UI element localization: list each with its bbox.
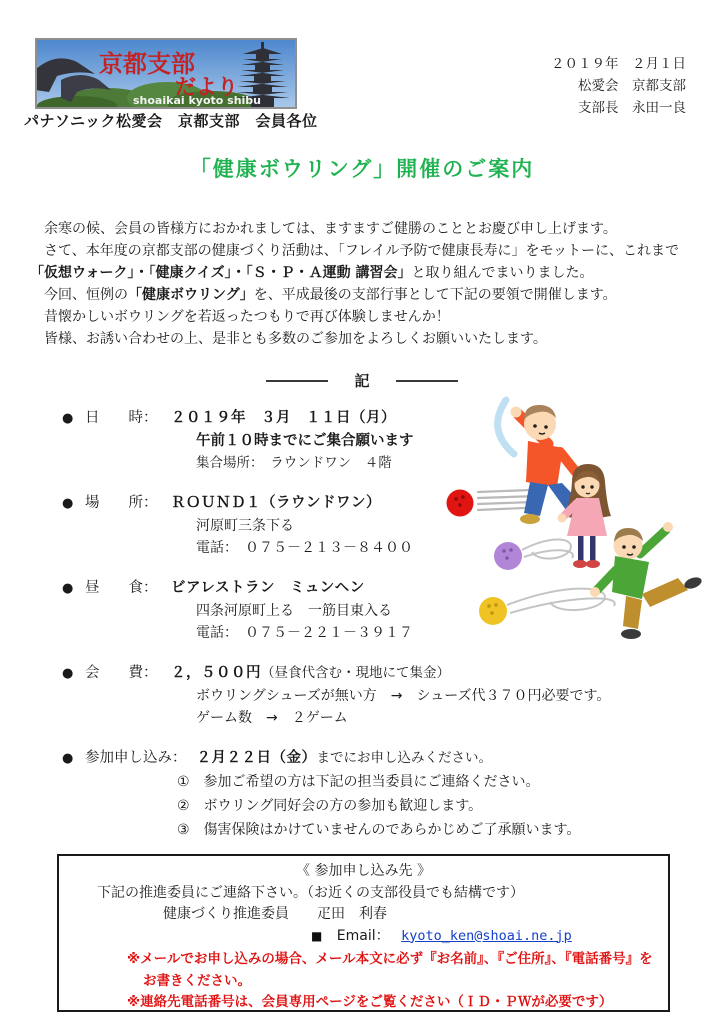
application-box-heading: 《 参加申し込み先 》 (296, 863, 431, 879)
intro-paragraphs (30, 218, 700, 350)
item-value-bold: ２，５００円 (171, 665, 261, 681)
bowler-boy (590, 522, 703, 639)
banner-title-bottom: だより (175, 75, 238, 99)
item-label: 日 時： (85, 410, 158, 426)
signup-step: ① 参加ご希望の方は下記の担当委員にご連絡ください。 (177, 774, 540, 790)
bullet-icon: ● (62, 751, 74, 766)
item-subline: 電話： ０７５－２２１－３９１７ (196, 625, 413, 641)
committee-member-line: 健康づくり推進委員 疋田 利春 (163, 906, 387, 922)
date-block (551, 53, 686, 119)
bullet-icon: ● (62, 496, 74, 511)
separator-label: 記 (354, 372, 370, 390)
intro-line-rest: と取り組んでまいりました。 (411, 265, 594, 281)
square-bullet-icon: ■ (311, 928, 323, 943)
item-subline: 集合場所： ラウンドワン ４階 (196, 455, 392, 471)
yellow-bowling-ball (479, 597, 507, 625)
intro-line: 余寒の候、会員の皆様方におかれましては、ますますご健勝のこととお慶び申し上げます。 (30, 221, 617, 237)
item-value: ２０１９年 ３月 １１日（月） (171, 410, 396, 426)
separator-dash (266, 380, 328, 382)
email-line (59, 926, 668, 948)
item-subline: 午前１０時までにご集合願います (196, 433, 414, 449)
purple-ball-motion-swirl (522, 539, 573, 558)
item-subline: ゲーム数 → ２ゲーム (196, 710, 348, 726)
item-subline: 電話： ０７５－２１３－８４００ (196, 540, 413, 556)
item-value: ＲＯＵＮＤ１（ラウンドワン） (171, 495, 381, 511)
mail-warning-note-cont: お書きください。 (143, 972, 251, 989)
phone-warning-note: ※連絡先電話番号は、会員専用ページをご覧ください（ＩＤ・ＰＷが必要です） (127, 994, 613, 1010)
banner-subtitle: shoaikai kyoto shibu (133, 94, 262, 107)
bowler-girl (558, 464, 612, 568)
issue-date: ２０１９年 ２月１日 (551, 56, 686, 72)
email-link[interactable]: kyoto_ken@shoai.ne.jp (401, 927, 572, 944)
item-value-rest: （昼食代含む・現地にて集金） (261, 665, 450, 681)
signup-step: ② ボウリング同好会の方の参加も歓迎します。 (177, 798, 483, 814)
intro-line (30, 284, 700, 306)
intro-line: さて、本年度の京都支部の健康づくり活動は、「フレイル予防で健康長寿に」をモットーに、これまで (30, 243, 680, 259)
purple-bowling-ball (494, 542, 522, 570)
bullet-icon: ● (62, 411, 74, 426)
branch-chief: 支部長 永田一良 (578, 100, 686, 116)
bullet-icon: ● (62, 581, 74, 596)
banner-art (37, 40, 295, 107)
recipient-line: パナソニック松愛会 京都支部 会員各位 (24, 112, 318, 130)
email-label: Email： (336, 927, 397, 944)
intro-line-pre: 今回、恒例の (30, 287, 128, 303)
intro-bold-event: 「健康ボウリング」 (128, 287, 254, 303)
intro-bold-activities: 「仮想ウォーク」・「健康クイズ」・「Ｓ・Ｐ・Ａ運動 講習会」 (30, 265, 412, 281)
signup-step: ③ 傷害保険はかけていませんのであらかじめご了承願います。 (177, 822, 581, 838)
item-subline: 四条河原町上る 一筋目東入る (196, 603, 392, 619)
arm-swoosh (498, 400, 514, 454)
mail-warning-note: ※メールでお申し込みの場合、メール本文に必ず『お名前』、『ご住所』、『電話番号』を (127, 951, 653, 967)
item-value-rest: までにお申し込みください。 (316, 750, 492, 766)
application-box (57, 854, 670, 1012)
page-title: 「健康ボウリング」開催のご案内 (189, 157, 535, 181)
intro-line (30, 262, 700, 284)
item-label: 昼 食： (85, 580, 158, 596)
item-label: 場 所： (85, 495, 158, 511)
application-box-line: 下記の推進委員にご連絡下さい。（お近くの支部役員でも結構です） (97, 884, 524, 901)
kyoto-shibu-banner (35, 38, 297, 109)
intro-line: 皆様、お誘い合わせの上、是非とも多数のご参加をよろしくお願いいたします。 (30, 331, 547, 347)
item-label: 会 費： (85, 665, 158, 681)
list-item-signup (62, 747, 702, 842)
item-label: 参加申し込み： (85, 750, 187, 766)
bullet-icon: ● (62, 666, 74, 681)
item-value-bold: ２月２２日（金） (196, 750, 317, 766)
item-subline: ボウリングシューズが無い方 → シューズ代３７０円必要です。 (196, 688, 611, 704)
intro-line: 昔懐かしいボウリングを若返ったつもりで再び体験しませんか！ (30, 309, 450, 325)
bowling-illustration (436, 384, 724, 676)
banner-title-top: 京都支部 (99, 50, 195, 78)
item-subline: 河原町三条下る (196, 518, 294, 534)
intro-line-post: を、平成最後の支部行事として下記の要領で開催します。 (253, 287, 617, 303)
org-name: 松愛会 京都支部 (578, 78, 686, 94)
separator-dash (396, 380, 458, 382)
red-bowling-ball (447, 490, 474, 517)
item-value: ビアレストラン ミュンヘン (171, 580, 365, 596)
